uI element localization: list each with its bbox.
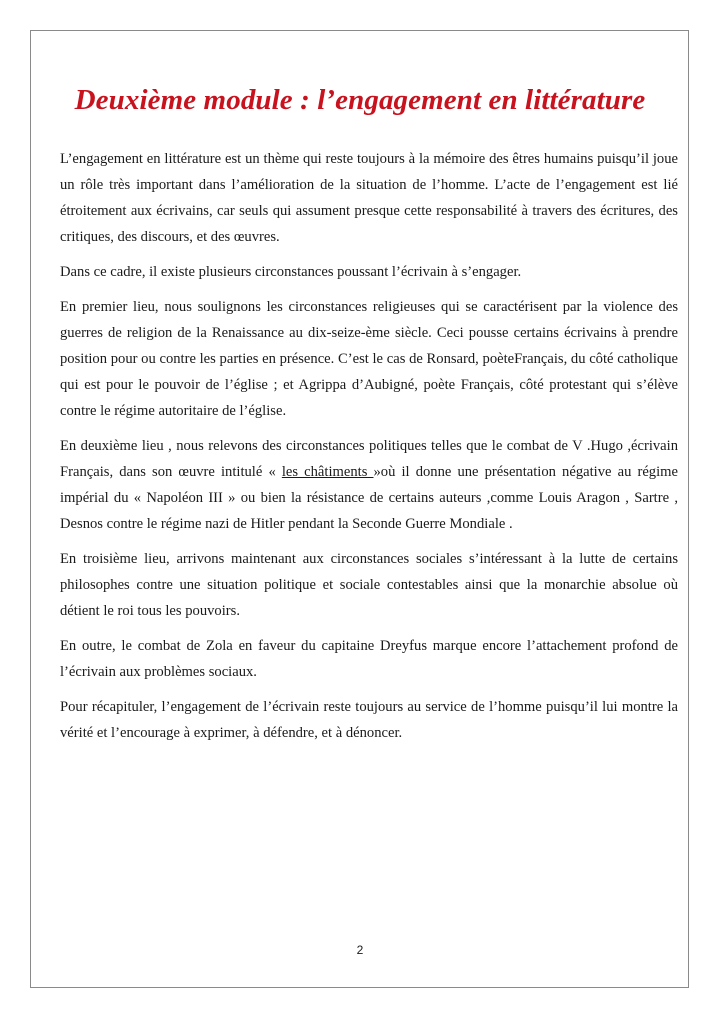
paragraph-social: En troisième lieu, arrivons maintenant aux circonstances sociales s’intéressant à la lutte de certains philosophes contre une situation politique et sociale contestables ainsi que la monarchie absolue où détient le roi tous les pouvoirs.: [60, 551, 678, 619]
text-segment: »où il donne une présentation négative au régime impérial du « Napoléon III » ou bien la résistance de certains auteurs ,comme Louis Aragon , Sartre , Desnos contre le régime nazi de Hitler pendant la Seconde Guerre Mondiale .: [60, 464, 678, 532]
underlined-work-title: les châtiments: [281, 464, 374, 480]
paragraph-zola: En outre, le combat de Zola en faveur du capitaine Dreyfus marque encore l’attachement profond de l’écrivain aux problèmes sociaux.: [60, 638, 678, 680]
document-body: [60, 146, 678, 755]
page-number: 2: [356, 943, 364, 957]
document-title: Deuxième module : l’engagement en littérature: [74, 84, 646, 116]
paragraph-intro: L’engagement en littérature est un thème qui reste toujours à la mémoire des êtres humains puisqu’il joue un rôle très important dans l’amélioration de la situation de l’homme. L’acte de l’engagement est lié étroitement aux écrivains, car seuls qui assument presque cette responsabilité à travers des écritures, des critiques, des discours, et des œuvres.: [60, 151, 678, 245]
paragraph-context: Dans ce cadre, il existe plusieurs circonstances poussant l’écrivain à s’engager.: [60, 264, 522, 280]
paragraph-religious: En premier lieu, nous soulignons les circonstances religieuses qui se caractérisent par la violence des guerres de religion de la Renaissance au dix-seize-ème siècle. Ceci pousse certains écrivains à prendre position pour ou contre les parties en présence. C’est le cas de Ronsard, poèteFrançais, du côté catholique qui est pour le pouvoir de l’église ; et Agrippa d’Aubigné, poète Français, côté protestant qui s’élève contre le régime autoritaire de l’église.: [60, 299, 678, 419]
paragraph-political: [60, 433, 678, 537]
paragraph-conclusion: Pour récapituler, l’engagement de l’écrivain reste toujours au service de l’homme puisqu’il lui montre la vérité et l’encourage à exprimer, à défendre, et à dénoncer.: [60, 699, 678, 741]
text-segment: En deuxième lieu , nous relevons des circonstances politiques telles que le combat de V .Hugo ,écrivain Français, dans son œuvre intitulé «: [60, 438, 678, 480]
